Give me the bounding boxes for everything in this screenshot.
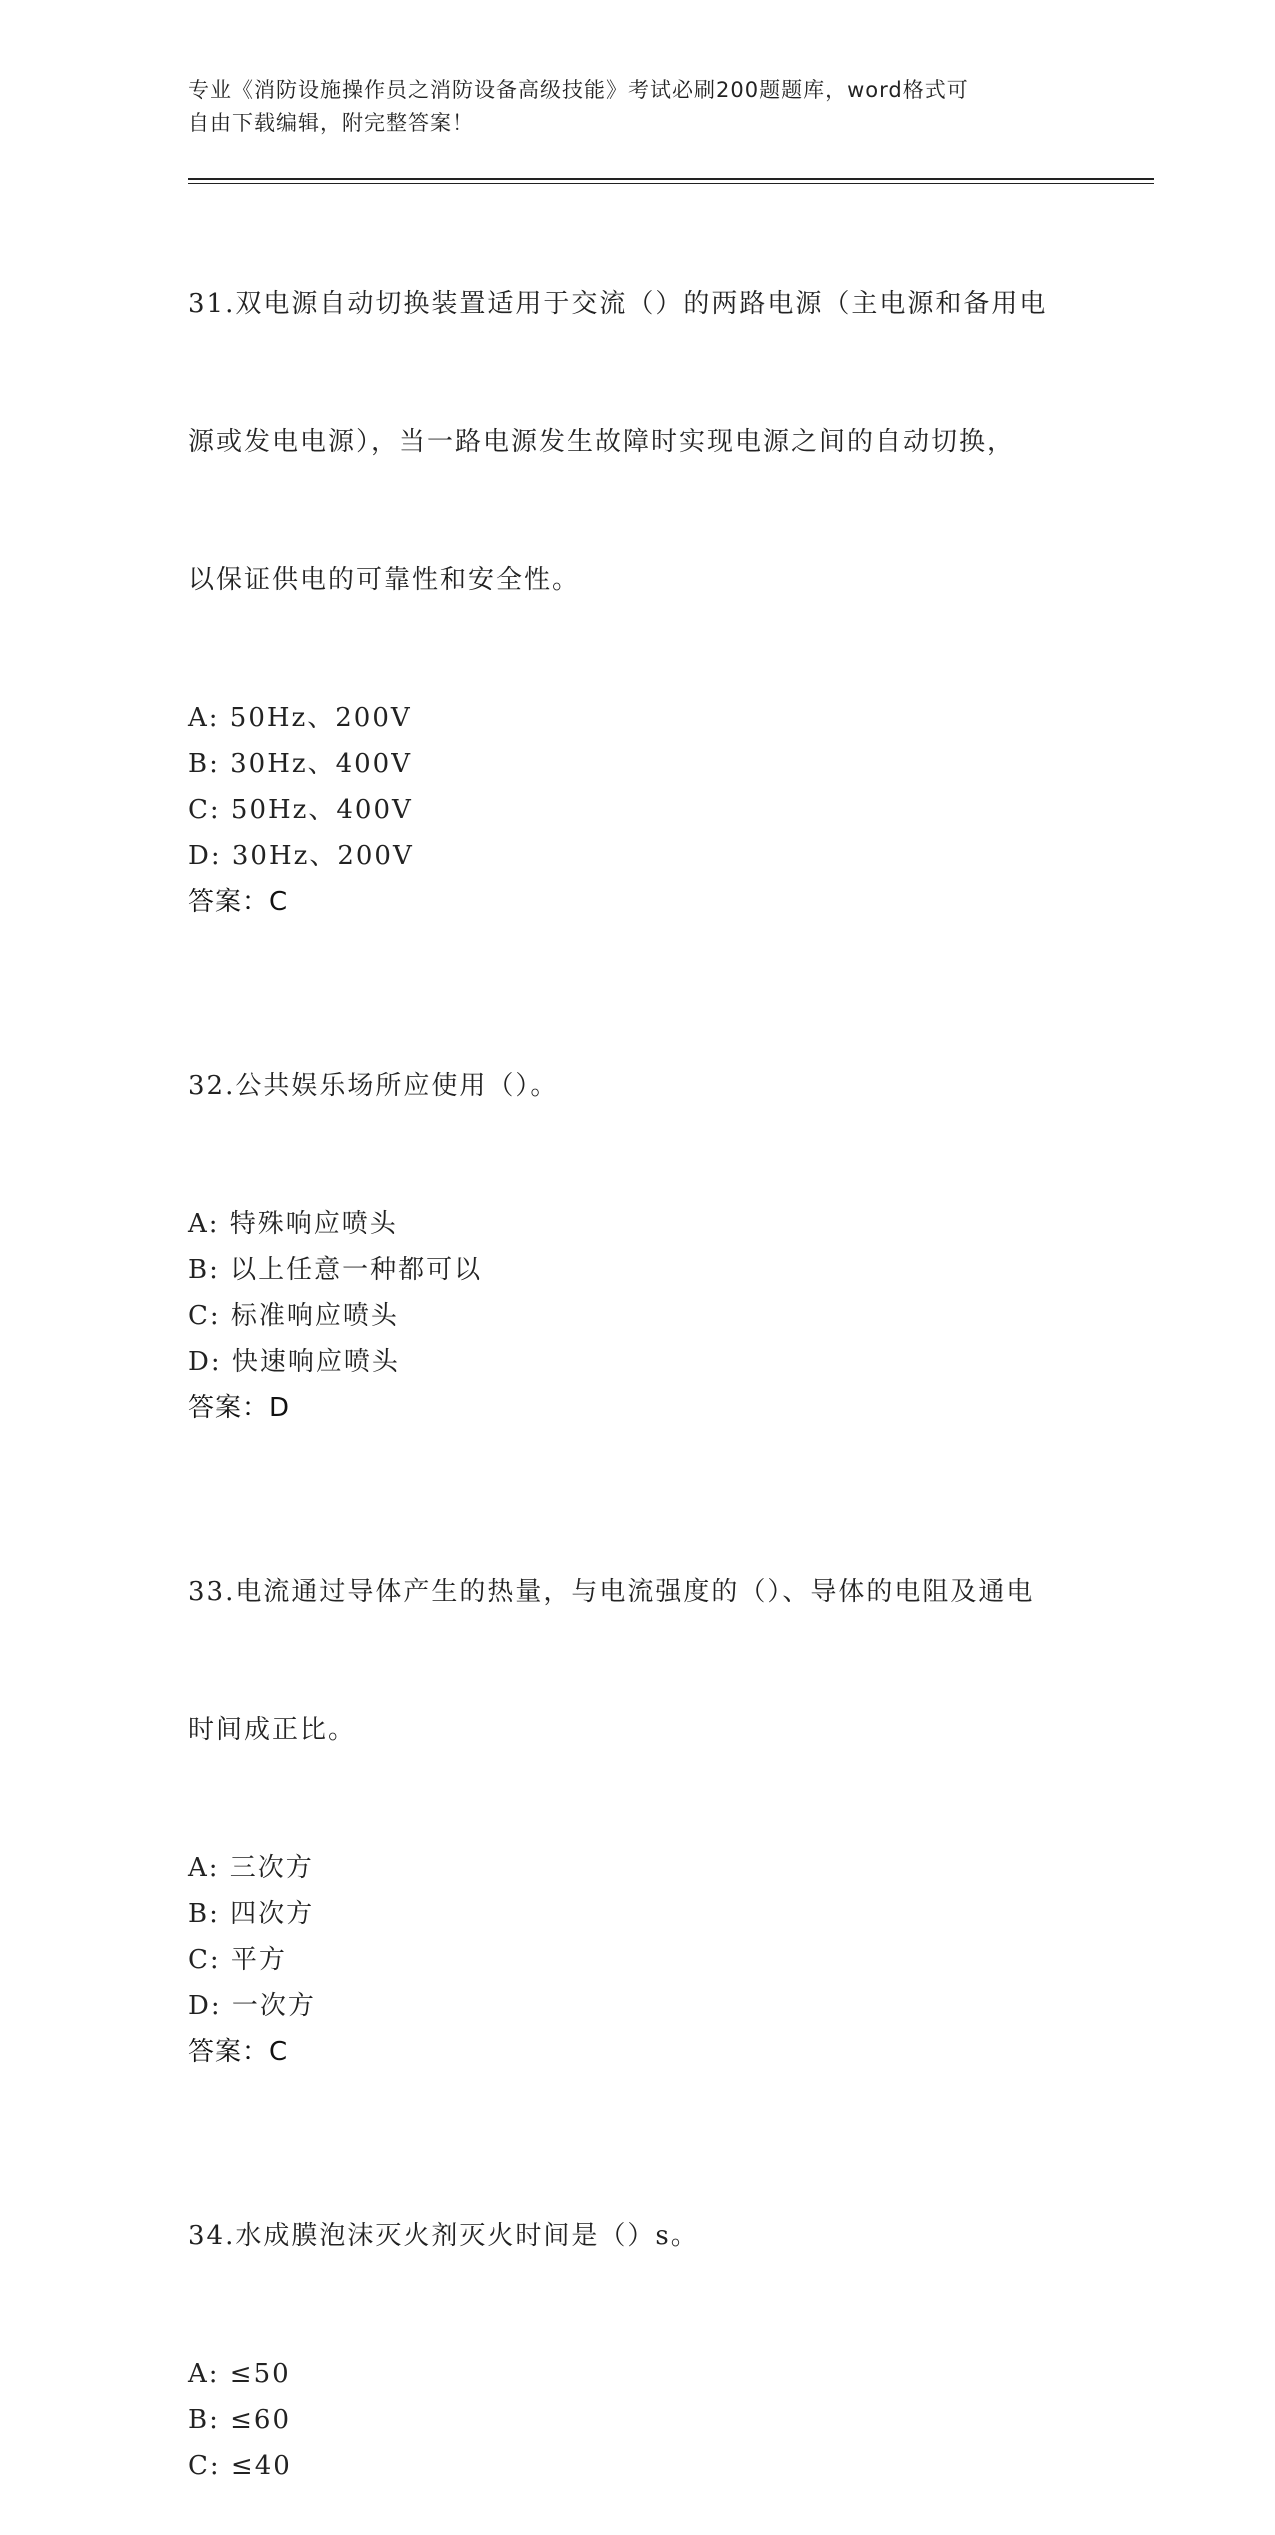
option-b: B: 30Hz、400V bbox=[188, 749, 412, 779]
question-31 bbox=[188, 189, 1088, 925]
header-line-2: 自由下载编辑，附完整答案！ bbox=[188, 111, 474, 135]
stem-line: 31.双电源自动切换装置适用于交流（）的两路电源（主电源和备用电 bbox=[188, 289, 1048, 319]
option-c: C: 标准响应喷头 bbox=[188, 1301, 399, 1331]
stem-line: 32.公共娱乐场所应使用（）。 bbox=[188, 1071, 559, 1101]
option-d: D: 一次方 bbox=[188, 1991, 316, 2021]
stem-line: 时间成正比。 bbox=[188, 1715, 357, 1745]
question-34 bbox=[188, 2121, 1088, 2489]
question-stem bbox=[188, 971, 1088, 1201]
question-32 bbox=[188, 971, 1088, 1431]
option-d: D: 30Hz、200V bbox=[188, 841, 414, 871]
option-a: A: ≤50 bbox=[188, 2359, 291, 2389]
question-stem bbox=[188, 1477, 1088, 1845]
answer-label: 答案：D bbox=[188, 1393, 291, 1423]
stem-line: 源或发电电源），当一路电源发生故障时实现电源之间的自动切换， bbox=[188, 427, 1016, 457]
question-stem bbox=[188, 189, 1088, 695]
header-line-1: 专业《消防设施操作员之消防设备高级技能》考试必刷200题题库，word格式可 bbox=[188, 78, 969, 102]
question-stem bbox=[188, 2121, 1088, 2351]
option-a: A: 特殊响应喷头 bbox=[188, 1209, 398, 1239]
option-c: C: 50Hz、400V bbox=[188, 795, 413, 825]
option-a: A: 50Hz、200V bbox=[188, 703, 412, 733]
answer-label: 答案：C bbox=[188, 887, 289, 917]
answer-label: 答案：C bbox=[188, 2037, 289, 2067]
option-d: D: 快速响应喷头 bbox=[188, 1347, 400, 1377]
option-c: C: ≤40 bbox=[188, 2451, 292, 2481]
stem-line: 以保证供电的可靠性和安全性。 bbox=[188, 565, 581, 595]
option-b: B: 以上任意一种都可以 bbox=[188, 1255, 483, 1285]
stem-line: 34.水成膜泡沫灭火剂灭火时间是（）s。 bbox=[188, 2221, 699, 2251]
question-list bbox=[188, 189, 1088, 2535]
header-divider-thick bbox=[188, 178, 1154, 180]
option-a: A: 三次方 bbox=[188, 1853, 314, 1883]
question-33 bbox=[188, 1477, 1088, 2075]
header-divider-thin bbox=[188, 183, 1154, 184]
option-b: B: ≤60 bbox=[188, 2405, 291, 2435]
option-b: B: 四次方 bbox=[188, 1899, 315, 1929]
option-c: C: 平方 bbox=[188, 1945, 287, 1975]
document-header bbox=[188, 74, 1068, 140]
stem-line: 33.电流通过导体产生的热量，与电流强度的（）、导体的电阻及通电 bbox=[188, 1577, 1035, 1607]
